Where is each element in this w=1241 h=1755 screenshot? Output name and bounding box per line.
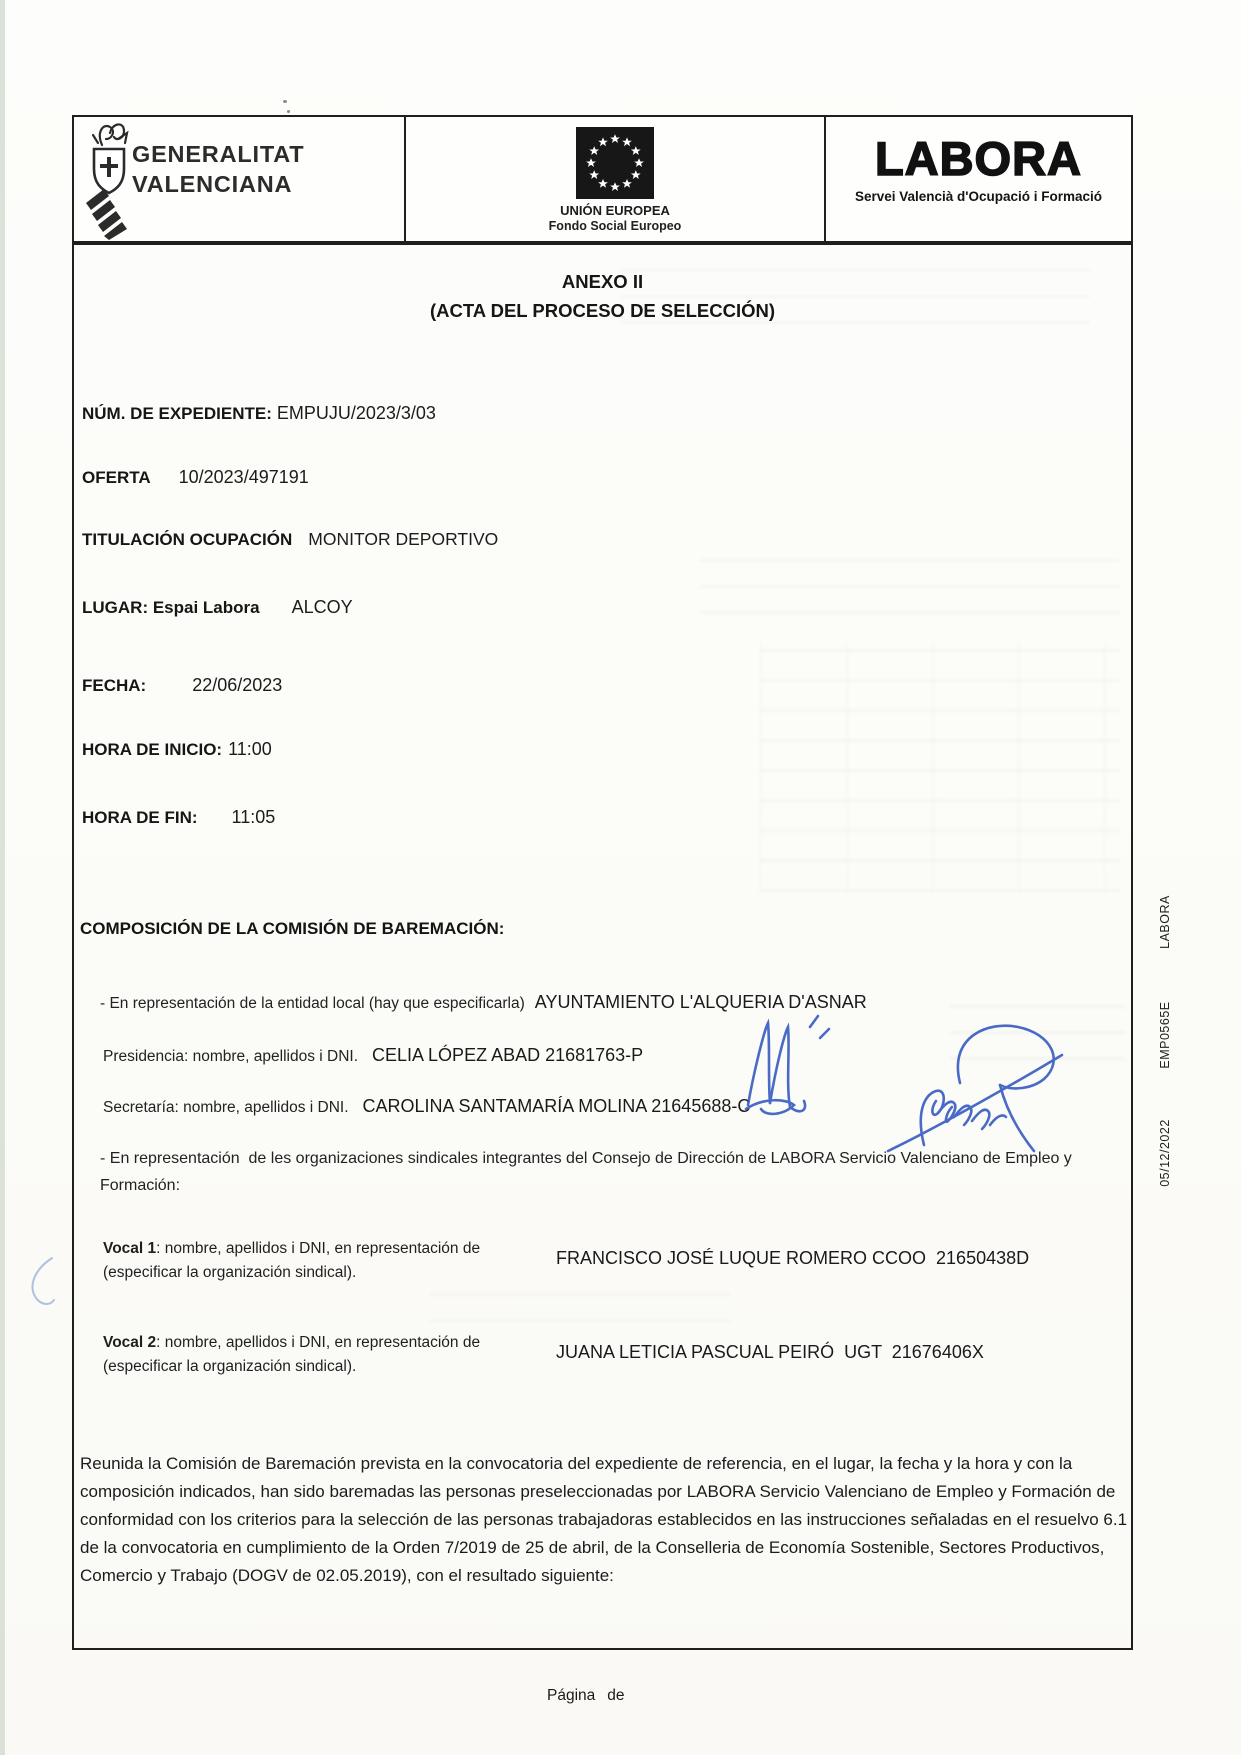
- labora-tagline: Servei Valencià d'Ocupació i Formació: [854, 189, 1103, 204]
- presidencia-row: [103, 1045, 643, 1066]
- eu-subtitle: Fondo Social Europeo: [548, 219, 682, 233]
- vocal1-label: [103, 1237, 499, 1285]
- field-num-expediente: [82, 403, 436, 424]
- field-label: TITULACIÓN OCUPACIÓN: [82, 530, 293, 549]
- presidencia-signature: [734, 1013, 834, 1128]
- field-lugar: [82, 597, 353, 618]
- form-body-box: [72, 243, 1133, 1650]
- footer-pagina-label: Página: [547, 1687, 596, 1704]
- secretaria-value: CAROLINA SANTAMARÍA MOLINA 21645688-C: [362, 1096, 751, 1116]
- field-label: HORA DE INICIO:: [82, 740, 223, 759]
- field-label: LUGAR: Espai Labora: [82, 598, 260, 617]
- commission-heading: COMPOSICIÓN DE LA COMISIÓN DE BAREMACIÓN:: [80, 919, 505, 938]
- header-logo-band: [72, 115, 1133, 243]
- secretaria-signature: [872, 1017, 1072, 1157]
- field-label: NÚM. DE EXPEDIENTE:: [82, 404, 272, 423]
- stray-pen-mark: [18, 1252, 64, 1314]
- field-value: 11:00: [228, 739, 272, 759]
- generalitat-valenciana-emblem-icon: [82, 119, 134, 241]
- field-oferta: [82, 467, 309, 488]
- vocal2-label: [103, 1331, 499, 1379]
- title-line1: ANEXO II: [561, 271, 644, 292]
- gv-line1: GENERALITAT: [132, 141, 305, 167]
- gv-line2: VALENCIANA: [132, 171, 293, 197]
- vocal2-value: JUANA LETICIA PASCUAL PEIRÓ UGT 21676406X: [556, 1342, 984, 1362]
- field-hora-inicio: [82, 739, 272, 760]
- labora-wordmark: LABORA: [874, 132, 1083, 185]
- field-hora-fin: [82, 807, 275, 828]
- margin-label-date: 05/12/2022: [1158, 1119, 1172, 1187]
- eu-title: UNIÓN EUROPEA: [560, 203, 670, 218]
- scan-edge-shadow: [0, 0, 5, 1755]
- scan-speck: [287, 110, 290, 113]
- vocal1-bold: Vocal 1: [103, 1240, 157, 1257]
- title-line2: (ACTA DEL PROCESO DE SELECCIÓN): [429, 300, 775, 321]
- margin-label-labora: LABORA: [1158, 895, 1172, 949]
- entity-value: AYUNTAMIENTO L'ALQUERIA D'ASNAR: [534, 992, 867, 1012]
- footer-de-label: de: [607, 1687, 625, 1704]
- field-value: ALCOY: [291, 597, 353, 617]
- secretaria-row: [103, 1096, 750, 1117]
- union-europea-cell: [404, 117, 826, 241]
- vocal2-rest: : nombre, apellidos i DNI, en representación de (especificar la organización sindical).: [103, 1334, 481, 1375]
- field-label: FECHA:: [82, 676, 147, 695]
- entity-label: - En representación de la entidad local (hay que especificarla): [100, 995, 525, 1012]
- margin-label-form-code: EMP0565E: [1158, 1001, 1172, 1069]
- page-footer: [547, 1687, 625, 1705]
- field-value: 11:05: [231, 807, 276, 827]
- field-label: OFERTA: [82, 468, 151, 487]
- secretaria-label: Secretaría: nombre, apellidos i DNI.: [103, 1099, 349, 1116]
- entity-representation-row: [100, 992, 867, 1013]
- eu-flag-icon: [576, 127, 654, 199]
- vocal1-value: FRANCISCO JOSÉ LUQUE ROMERO CCOO 21650438D: [556, 1248, 1030, 1268]
- field-value: EMPUJU/2023/3/03: [276, 403, 436, 423]
- field-fecha: [82, 675, 282, 696]
- field-titulacion-ocupacion: [82, 529, 498, 550]
- scan-speck: [283, 100, 287, 103]
- field-value: MONITOR DEPORTIVO: [308, 529, 499, 549]
- closing-paragraph: Reunida la Comisión de Baremación prevista en la convocatoria del expediente de referencia, en el lugar, la fecha y la hora y con la composición indicados, han sido baremadas las personas preseleccionadas por LABORA Servicio Valenciano de Empleo y Formación de conformidad con los criterios para la selección de las personas trabajadoras establecidos en las instrucciones señaladas en el resuelvo 6.1 de la convocatoria en cumplimiento de la Orden 7/2019 de 25 de abril, de la Conselleria de Economía Sostenible, Sectores Productivos, Comercio y Trabajo (DOGV de 02.05.2019), con el resultado siguiente:: [80, 1454, 1132, 1585]
- field-label: HORA DE FIN:: [82, 808, 198, 827]
- presidencia-label: Presidencia: nombre, apellidos i DNI.: [103, 1048, 359, 1065]
- field-value: 22/06/2023: [192, 675, 283, 695]
- sindical-representation-paragraph: - En representación de les organizaciones sindicales integrantes del Consejo de Dirección de LABORA Servicio Valenciano de Empleo y Formación:: [100, 1150, 1077, 1194]
- vocal2-bold: Vocal 2: [103, 1334, 157, 1351]
- generalitat-valenciana-cell: [74, 117, 404, 241]
- field-value: 10/2023/497191: [178, 467, 309, 487]
- generalitat-valenciana-wordmark: [132, 139, 304, 199]
- labora-cell: [826, 117, 1131, 241]
- presidencia-value: CELIA LÓPEZ ABAD 21681763-P: [372, 1045, 644, 1065]
- document-title: [74, 267, 1131, 325]
- vocal1-rest: : nombre, apellidos i DNI, en representación de (especificar la organización sindical).: [103, 1240, 481, 1281]
